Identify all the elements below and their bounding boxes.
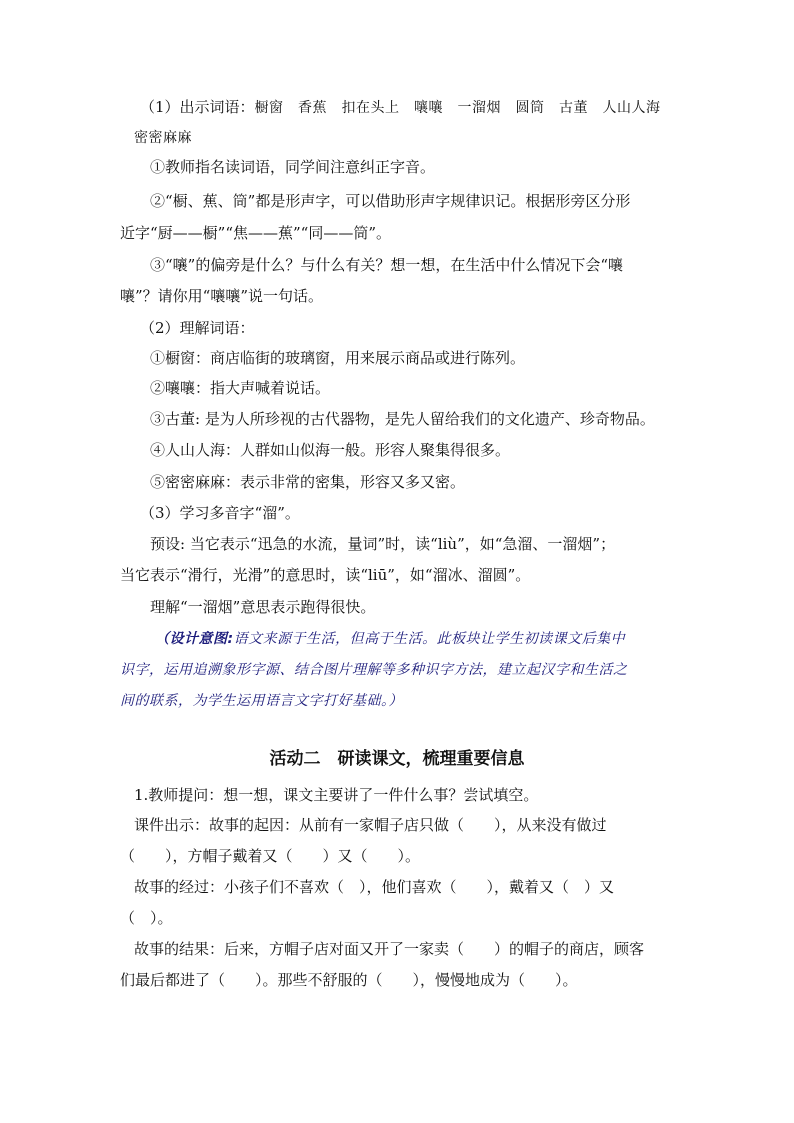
definition-3: ③古董: 是为人所珍视的古代器物，是先人留给我们的文化遗产、珍奇物品。 (150, 410, 655, 428)
design-intent-text: 语文来源于生活，但高于生活。此板块让学生初读课文后集中 (233, 631, 626, 647)
definition-1: ①橱窗：商店临街的玻璃窗，用来展示商品或进行陈列。 (150, 349, 526, 367)
words-list-cont: 密密麻麻 (134, 130, 192, 146)
design-intent-line-3: 间的联系，为学生运用语言文字打好基础。） (120, 693, 403, 709)
words-line (140, 97, 661, 118)
design-intent-label: （设计意图: (155, 631, 234, 647)
story-cause: 课件出示：故事的起因：从前有一家帽子店只做（ ），从来没有做过 (134, 816, 607, 834)
polyphone-title: （3）学习多音字“溜”。 (140, 504, 300, 522)
step-2-text-cont: 近字“厨——橱”“焦——蕉”“同——筒”。 (120, 224, 392, 242)
story-process: 故事的经过：小孩子们不喜欢（ ），他们喜欢（ ），戴着又（ ）又 (134, 878, 615, 896)
step-3-text-cont: 嚷”？请你用“嚷嚷”说一句话。 (120, 287, 324, 305)
story-process-cont: （ ）。 (120, 909, 173, 927)
story-result: 故事的结果：后来，方帽子店对面又开了一家卖（ ）的帽子的商店，顾客 (134, 940, 645, 958)
design-intent-line-1 (155, 629, 625, 649)
polyphone-preset: 预设: 当它表示“迅急的水流，量词”时，读“liù”，如“急溜、一溜烟”； (150, 535, 616, 553)
step-1-text: ①教师指名读词语，同学间注意纠正字音。 (150, 158, 436, 176)
understand-title: （2）理解词语： (140, 319, 255, 337)
definition-2: ②嚷嚷：指大声喊着说话。 (150, 379, 331, 397)
definition-4: ④人山人海：人群如山似海一般。形容人聚集得很多。 (150, 441, 511, 459)
step-3-text: ③“嚷”的偏旁是什么？与什么有关？想一想，在生活中什么情况下会“嚷 (150, 256, 624, 274)
words-prefix: （1）出示词语： (140, 98, 255, 116)
definition-5: ⑤密密麻麻：表示非常的密集，形容又多又密。 (150, 473, 466, 491)
words-list: 橱窗 香蕉 扣在头上 嚷嚷 一溜烟 圆筒 古董 人山人海 (254, 100, 661, 116)
story-cause-cont: （ ），方帽子戴着又（ ）又（ ）。 (120, 847, 421, 865)
step-2-text: ②“橱、蕉、筒”都是形声字，可以借助形声字规律识记。根据形旁区分形 (150, 192, 631, 210)
story-result-cont: 们最后都进了（ ）。那些不舒服的（ ），慢慢地成为（ ）。 (120, 971, 578, 989)
design-intent-line-2: 识字，运用追溯象形字源、结合图片理解等多种识字方法，建立起汉字和生活之 (120, 662, 628, 678)
polyphone-meaning: 理解“一溜烟”意思表示跑得很快。 (150, 598, 376, 616)
polyphone-preset-cont: 当它表示“滑行，光滑”的意思时，读“liū”，如“溜冰、溜圆”。 (120, 566, 531, 584)
section-heading: 活动二 研读课文，梳理重要信息 (269, 749, 525, 769)
question-1: 1.教师提问：想一想，课文主要讲了一件什么事？尝试填空。 (134, 786, 539, 804)
